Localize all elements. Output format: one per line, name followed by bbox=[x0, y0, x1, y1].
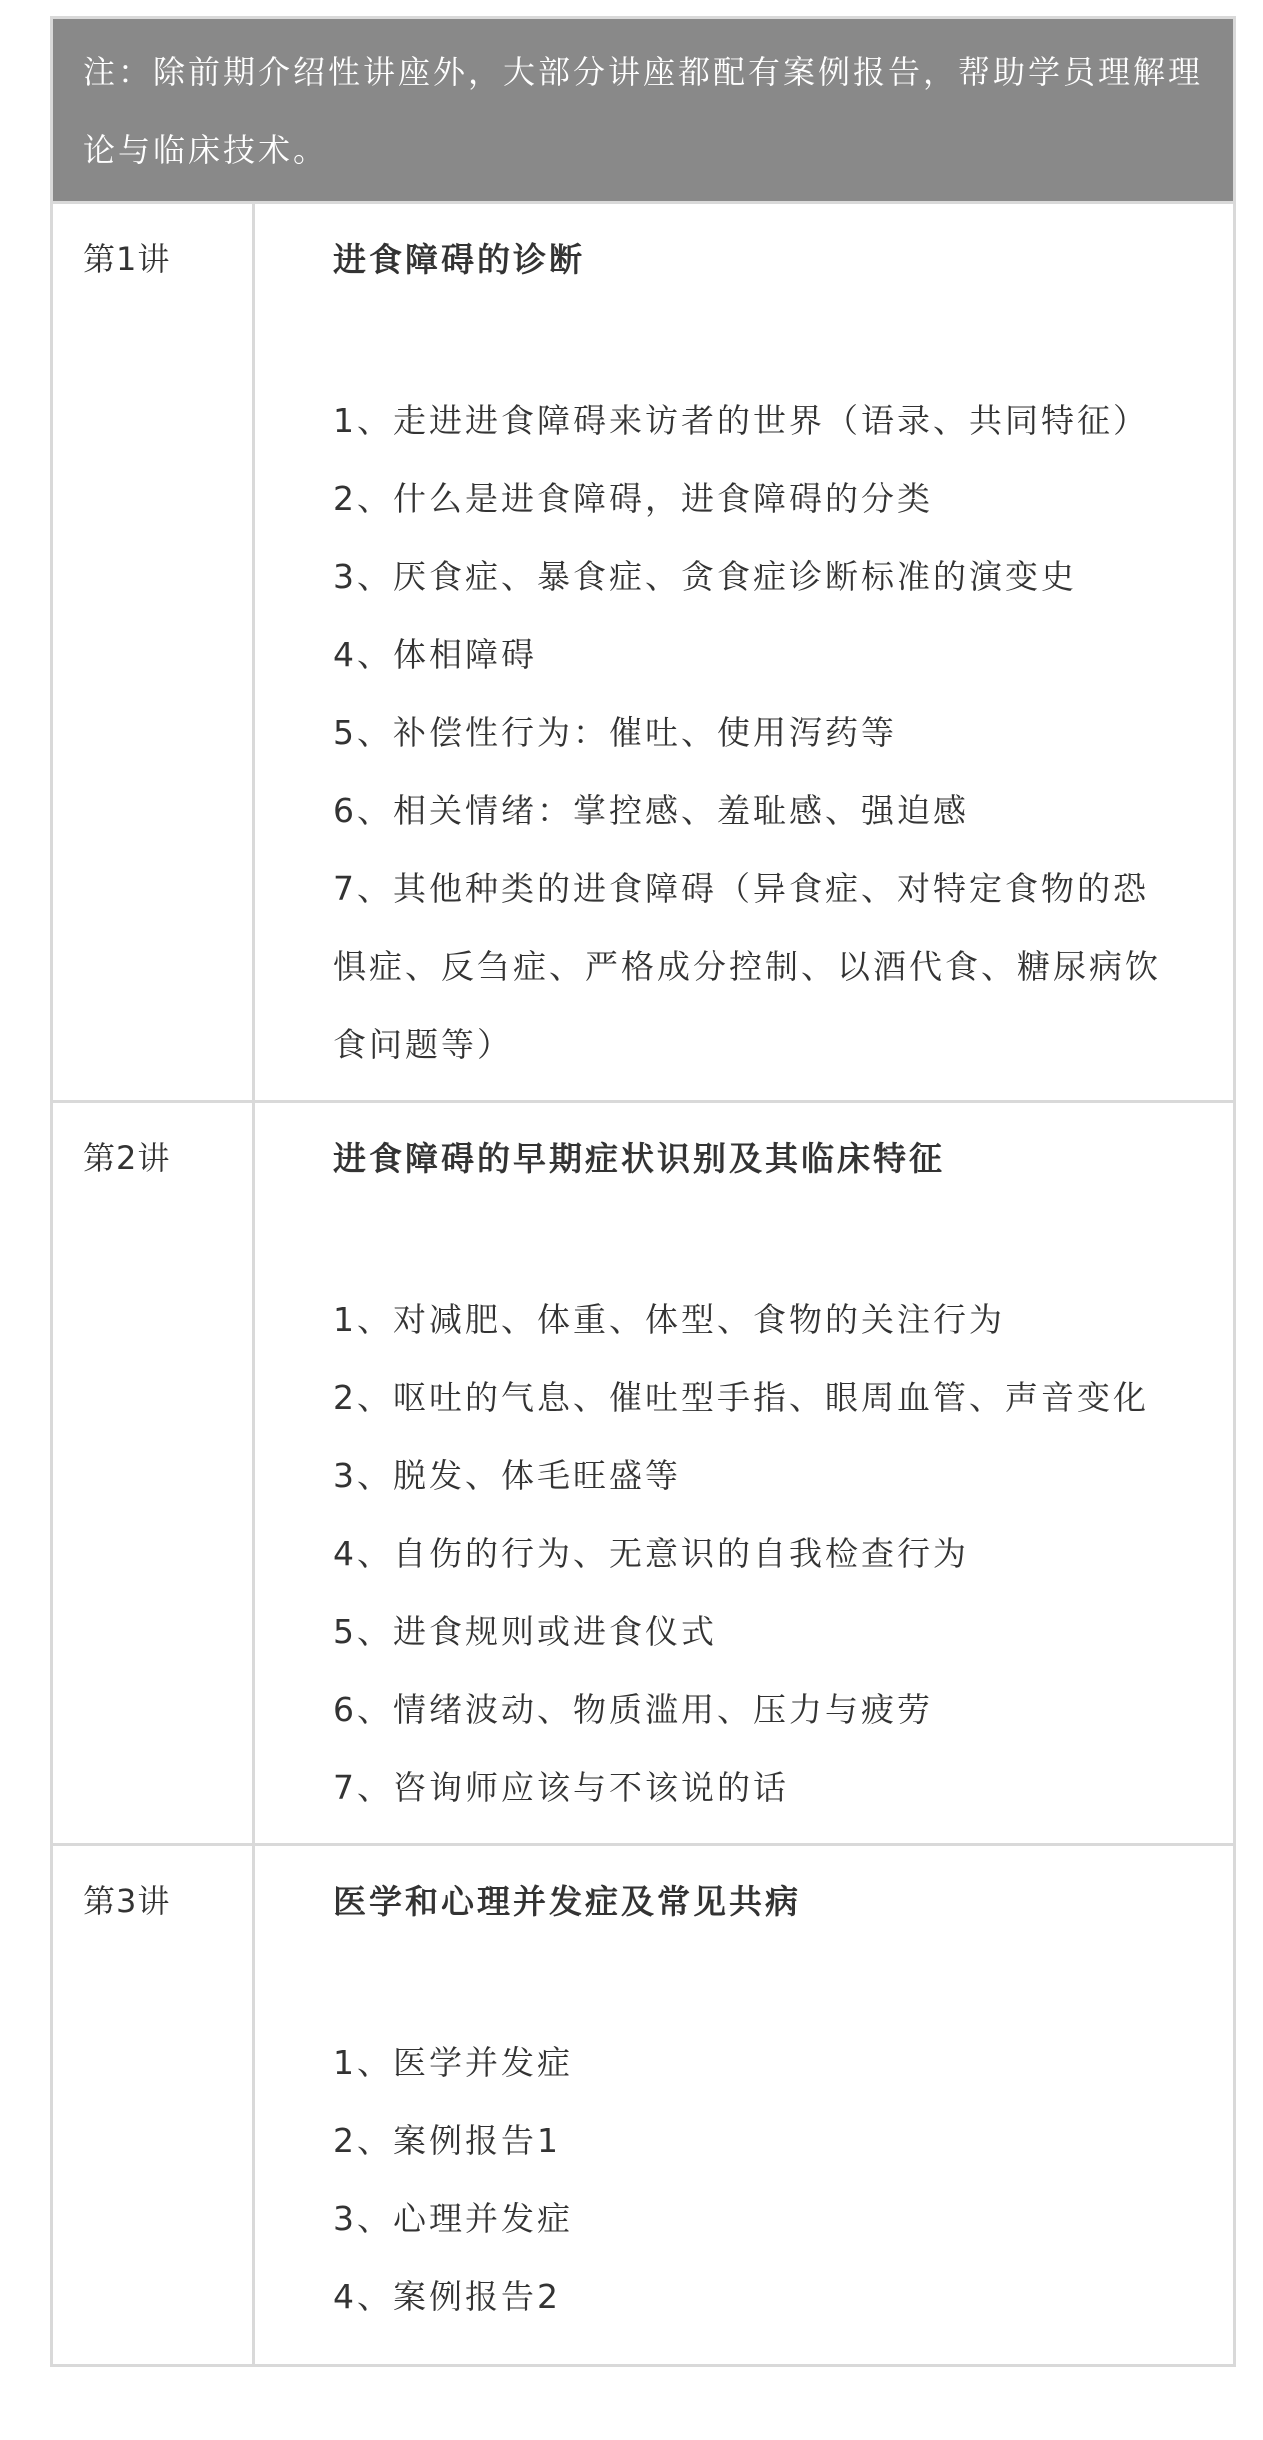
topic-item: 6、相关情绪：掌控感、羞耻感、强迫感 bbox=[333, 791, 969, 830]
topic-item: 4、体相障碍 bbox=[333, 635, 537, 674]
topic-item: 1、走进进食障碍来访者的世界（语录、共同特征） bbox=[333, 401, 1149, 440]
course-note: 注：除前期介绍性讲座外，大部分讲座都配有案例报告，帮助学员理解理论与临床技术。 bbox=[53, 19, 1233, 204]
topic-item: 5、补偿性行为：催吐、使用泻药等 bbox=[333, 713, 897, 752]
topic-item: 1、医学并发症 bbox=[333, 2043, 573, 2082]
topic-item: 5、进食规则或进食仪式 bbox=[333, 1612, 717, 1651]
topic-item: 3、脱发、体毛旺盛等 bbox=[333, 1456, 681, 1495]
topic-item: 4、案例报告2 bbox=[333, 2277, 561, 2316]
lecture-title: 进食障碍的诊断 bbox=[333, 240, 585, 279]
lecture-row bbox=[53, 204, 1233, 1103]
lecture-number: 第1讲 bbox=[53, 204, 255, 1100]
topic-item: 4、自伤的行为、无意识的自我检查行为 bbox=[333, 1534, 969, 1573]
syllabus-table bbox=[50, 16, 1236, 2367]
lecture-title: 医学和心理并发症及常见共病 bbox=[333, 1882, 801, 1921]
lecture-number: 第2讲 bbox=[53, 1103, 255, 1843]
lecture-row bbox=[53, 1846, 1233, 2364]
topic-item: 2、什么是进食障碍，进食障碍的分类 bbox=[333, 479, 933, 518]
topic-item: 1、对减肥、体重、体型、食物的关注行为 bbox=[333, 1300, 1005, 1339]
lecture-row bbox=[53, 1103, 1233, 1846]
lecture-content bbox=[255, 1103, 1233, 1843]
topic-item: 2、案例报告1 bbox=[333, 2121, 561, 2160]
topic-item: 2、呕吐的气息、催吐型手指、眼周血管、声音变化 bbox=[333, 1378, 1149, 1417]
lecture-number: 第3讲 bbox=[53, 1846, 255, 2364]
lecture-content bbox=[255, 1846, 1233, 2364]
topic-item: 3、厌食症、暴食症、贪食症诊断标准的演变史 bbox=[333, 557, 1077, 596]
topic-item: 7、咨询师应该与不该说的话 bbox=[333, 1768, 789, 1807]
lecture-title: 进食障碍的早期症状识别及其临床特征 bbox=[333, 1139, 945, 1178]
topic-item: 6、情绪波动、物质滥用、压力与疲劳 bbox=[333, 1690, 933, 1729]
lecture-content bbox=[255, 204, 1233, 1100]
topic-item: 3、心理并发症 bbox=[333, 2199, 573, 2238]
topic-item: 7、其他种类的进食障碍（异食症、对特定食物的恐惧症、反刍症、严格成分控制、以酒代食、糖尿病饮食问题等） bbox=[333, 869, 1161, 1064]
